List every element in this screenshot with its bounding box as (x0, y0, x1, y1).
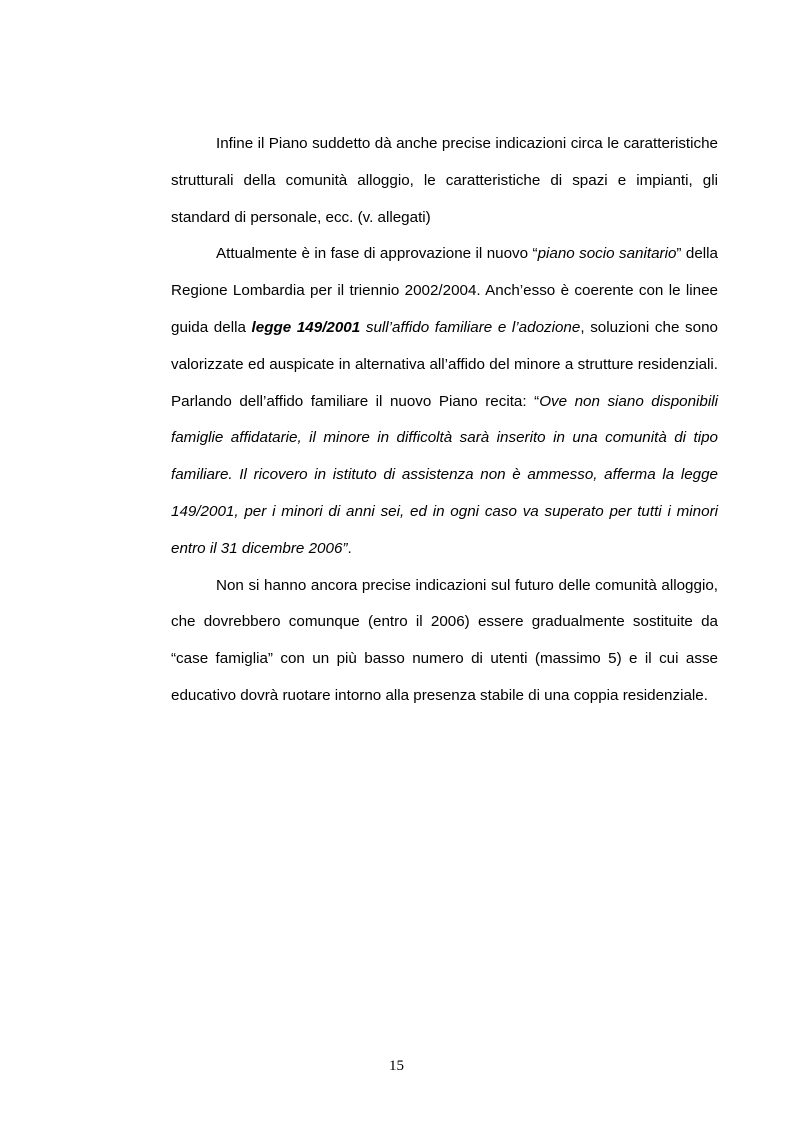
text-segment: ” della Regione Lombardia per il triennio 2002/2004. Anch’esso è coerente con le linee guida della (171, 245, 718, 336)
page-number: 15 (389, 1058, 404, 1074)
italic-quote-segment: Ove non siano disponibili famiglie affidatarie, il minore in difficoltà sarà inserito in una comunità di tipo familiare. Il ricovero in istituto di assistenza non è ammesso, afferma la legge 149/2001, per i minori di anni sei, ed in ogni caso va superato per tutti i minori entro il 31 dicembre 2006” (171, 392, 718, 557)
text-segment: . (347, 539, 352, 557)
italic-text-segment: sull’affido familiare e l’adozione (360, 318, 581, 336)
paragraph (171, 236, 718, 567)
text-segment: Infine il Piano suddetto dà anche precise indicazioni circa le caratteristiche strutturali della comunità alloggio, le caratteristiche di spazi e impianti, gli standard di personale, ecc. (v. allegati) (171, 135, 718, 226)
text-segment: Non si hanno ancora precise indicazioni sul futuro delle comunità alloggio, che dovrebbero comunque (entro il 2006) essere gradualmente sostituite da “case famiglia” con un più basso numero di utenti (massimo 5) e il cui asse educativo dovrà ruotare intorno alla presenza stabile di una coppia residenziale. (171, 576, 718, 704)
text-segment: Attualmente è in fase di approvazione il nuovo “ (216, 245, 538, 263)
text-segment: , soluzioni che sono valorizzate ed auspicate in alternativa all’affido del minore a strutture residenziali. Parlando dell’affido familiare il nuovo Piano recita: “ (171, 318, 718, 410)
italic-text-segment: piano socio sanitario (537, 245, 677, 263)
paragraph (171, 126, 718, 236)
paragraph (171, 568, 718, 715)
bold-italic-text-segment: legge 149/2001 (251, 318, 361, 336)
body-text (171, 126, 718, 715)
